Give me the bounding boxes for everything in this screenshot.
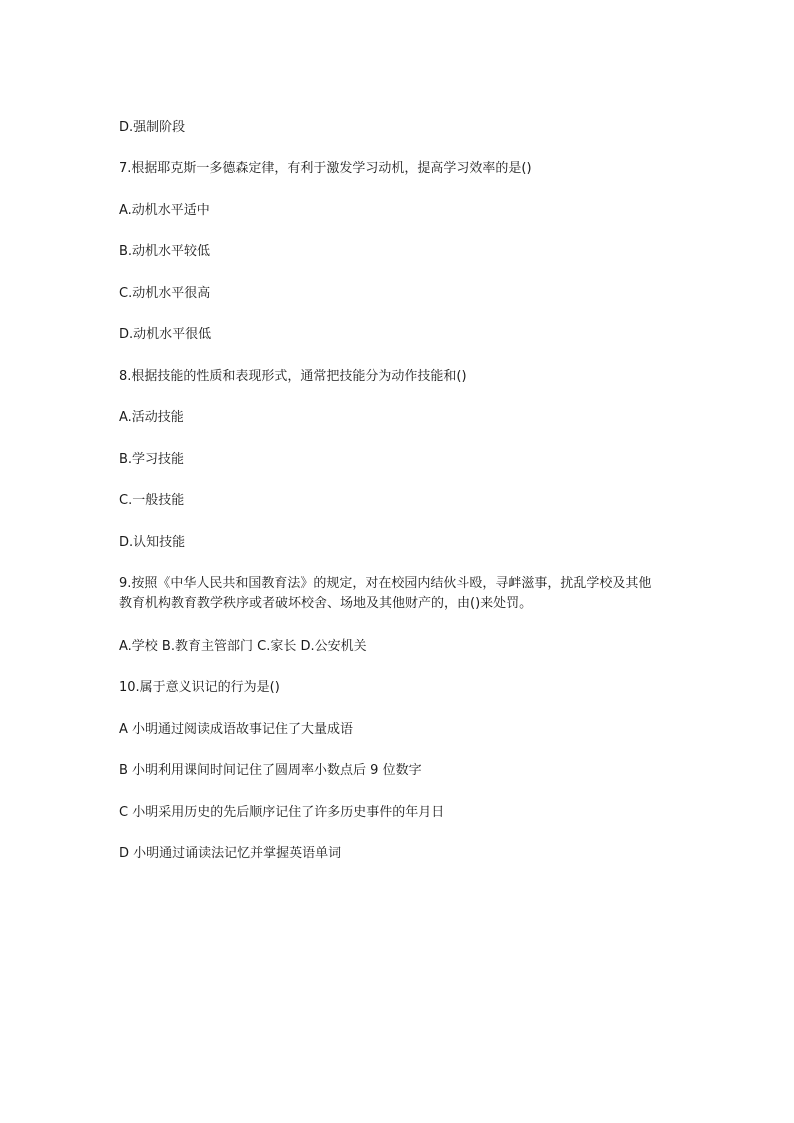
q8-question: 8.根据技能的性质和表现形式，通常把技能分为动作技能和() <box>119 369 467 384</box>
q8-option-b: B.学习技能 <box>119 452 185 467</box>
q10-option-c: C 小明采用历史的先后顺序记住了许多历史事件的年月日 <box>119 805 445 820</box>
q10-option-d: D 小明通过诵读法记忆并掌握英语单词 <box>119 846 342 861</box>
q7-option-c: C.动机水平很高 <box>119 286 211 301</box>
q10-option-a: A 小明通过阅读成语故事记住了大量成语 <box>119 722 354 737</box>
q10-question: 10.属于意义识记的行为是() <box>119 680 280 695</box>
q10-option-b: B 小明利用课间时间记住了圆周率小数点后 9 位数字 <box>119 763 422 778</box>
q7-question: 7.根据耶克斯一多德森定律，有利于激发学习动机，提高学习效率的是() <box>119 161 532 176</box>
q9-question: 9.按照《中华人民共和国教育法》的规定，对在校园内结伙斗殴，寻衅滋事，扰乱学校及其他教育机构教育教学秩序或者破坏校舍、场地及其他财产的，由()来处罚。 <box>119 576 652 611</box>
q8-option-c: C.一般技能 <box>119 493 185 508</box>
q6-option-d: D.强制阶段 <box>119 120 186 135</box>
q9-options: A.学校 B.教育主管部门 C.家长 D.公安机关 <box>119 639 367 654</box>
q8-option-d: D.认知技能 <box>119 535 186 550</box>
q7-option-d: D.动机水平很低 <box>119 327 212 342</box>
q7-option-b: B.动机水平较低 <box>119 244 211 259</box>
q8-option-a: A.活动技能 <box>119 410 184 425</box>
q7-option-a: A.动机水平适中 <box>119 203 210 218</box>
